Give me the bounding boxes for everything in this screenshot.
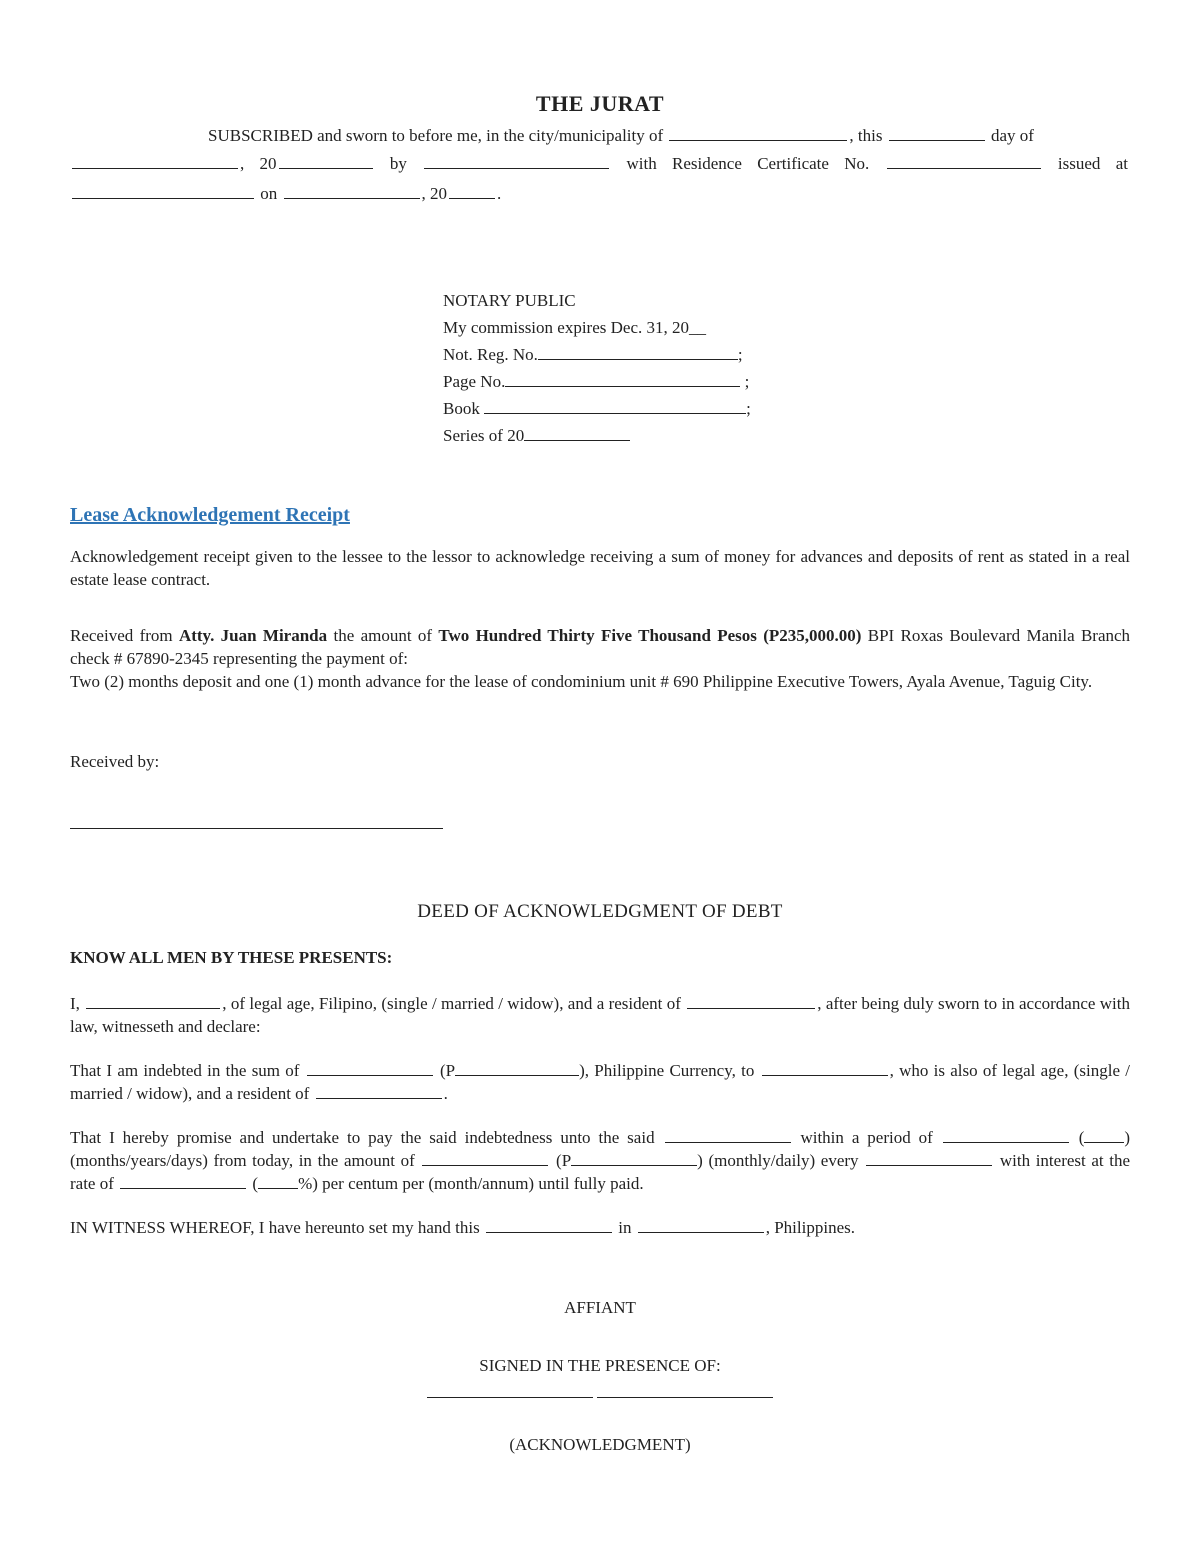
notary-book	[443, 395, 773, 422]
lease-purpose: Two (2) months deposit and one (1) month advance for the lease of condominium unit # 690 Philippine Executive Towers, Ayala Avenue, Taguig City.	[70, 672, 1093, 691]
jurat-line-3	[70, 182, 1128, 205]
deed-text: %) per centum per (month/annum) until fully paid.	[298, 1174, 644, 1193]
blank-line	[86, 992, 220, 1009]
deed-text: within a period of	[800, 1128, 933, 1147]
lease-text: Received from	[70, 626, 173, 645]
blank-line	[316, 1082, 442, 1099]
jurat-text: SUBSCRIBED and sworn to before me, in the city/municipality of	[208, 126, 664, 145]
semicolon: ;	[746, 399, 751, 418]
blank-line	[505, 370, 740, 387]
jurat-text: , this	[849, 126, 883, 145]
jurat-line-2	[70, 152, 1128, 175]
blank-line	[449, 182, 495, 199]
blank-line	[889, 124, 985, 141]
deed-text: , Philippines.	[765, 1218, 855, 1237]
blank-line	[455, 1059, 579, 1076]
blank-line	[484, 397, 746, 414]
lease-text: the amount of	[333, 626, 433, 645]
blank-line	[120, 1172, 246, 1189]
deed-text: , who is also of legal age, (single / married / widow), and a resident of	[70, 1061, 1130, 1103]
deed-paragraph-4	[70, 1216, 1130, 1239]
blank-line	[665, 1126, 791, 1143]
lease-payer: Atty. Juan Miranda	[178, 626, 328, 645]
lease-heading: Lease Acknowledgement Receipt	[70, 504, 350, 526]
blank-line	[72, 182, 254, 199]
deed-know-all: KNOW ALL MEN BY THESE PRESENTS:	[70, 948, 393, 967]
blank-line	[486, 1216, 612, 1233]
notary-reg-no-label: Not. Reg. No.	[443, 345, 538, 364]
deed-title: DEED OF ACKNOWLEDGMENT OF DEBT	[417, 901, 783, 922]
notary-series-label: Series of 20	[443, 426, 525, 445]
blank-line	[307, 1059, 433, 1076]
jurat-text: issued at	[1057, 154, 1128, 173]
blank-line	[638, 1216, 764, 1233]
jurat-text: , 20	[421, 184, 447, 203]
blank-line	[866, 1149, 992, 1166]
notary-page-no-label: Page No.	[443, 372, 506, 391]
deed-text: I,	[70, 994, 80, 1013]
deed-text: (	[1078, 1128, 1085, 1147]
witness-signature-line	[597, 1397, 773, 1398]
deed-text: (P	[556, 1151, 572, 1170]
blank-line	[887, 152, 1041, 169]
blank-line	[669, 124, 847, 141]
blank-line	[258, 1172, 298, 1189]
blank-line	[422, 1149, 548, 1166]
jurat-text: by	[389, 154, 407, 173]
semicolon: ;	[737, 345, 743, 364]
deed-text: That I hereby promise and undertake to pay the said indebtedness unto the said	[70, 1128, 655, 1147]
deed-text: ) (monthly/daily) every	[697, 1151, 859, 1170]
lease-intro: Acknowledgement receipt given to the lessee to the lessor to acknowledge receiving a sum of money for advances and deposits of rent as stated in a real estate lease contract.	[70, 547, 1130, 589]
deed-text: , of legal age, Filipino, (single / married / widow), and a resident of	[222, 994, 681, 1013]
blank-line	[1084, 1126, 1124, 1143]
deed-text: , after being duly sworn to in accordance with law, witnesseth and declare:	[70, 994, 1131, 1036]
deed-text: with interest at the rate of	[70, 1151, 1131, 1193]
jurat-text: .	[497, 184, 502, 203]
blank-line	[943, 1126, 1069, 1143]
lease-received-paragraph	[70, 624, 1130, 670]
notary-book-label: Book	[443, 399, 480, 418]
jurat-text: day of	[990, 126, 1034, 145]
deed-text: IN WITNESS WHEREOF, I have hereunto set my hand this	[70, 1218, 480, 1237]
jurat-text: on	[260, 184, 278, 203]
deed-text: in	[618, 1218, 632, 1237]
deed-acknowledgment: (ACKNOWLEDGMENT)	[509, 1435, 691, 1454]
lease-received-by: Received by:	[70, 752, 160, 771]
jurat-line-1	[208, 124, 1128, 147]
jurat-title-wrap	[0, 92, 1200, 115]
deed-text: .	[443, 1084, 448, 1103]
jurat-title: THE JURAT	[535, 91, 665, 116]
deed-affiant: AFFIANT	[564, 1298, 636, 1317]
deed-paragraph-3	[70, 1126, 1130, 1195]
lease-amount: Two Hundred Thirty Five Thousand Pesos (P235,000.00)	[438, 626, 862, 645]
notary-reg-no	[443, 341, 773, 368]
jurat-text: , 20	[240, 154, 277, 173]
blank-line	[284, 182, 420, 199]
blank-line	[571, 1149, 697, 1166]
signature-line	[70, 828, 443, 829]
lease-check-text: BPI Roxas Boulevard Manila Branch check # 67890-2345 representing the payment of:	[70, 626, 1131, 668]
deed-text: ) (months/years/days) from today, in the amount of	[70, 1128, 1131, 1170]
notary-page-no	[443, 368, 773, 395]
notary-series	[443, 422, 773, 449]
blank-line	[762, 1059, 888, 1076]
blank-line	[524, 424, 630, 441]
deed-text: That I am indebted in the sum of	[70, 1061, 300, 1080]
jurat-text: with Residence Certificate No.	[626, 154, 870, 173]
deed-signed-presence: SIGNED IN THE PRESENCE OF:	[479, 1356, 721, 1375]
notary-block	[443, 287, 773, 449]
witness-signature-line	[427, 1397, 593, 1398]
blank-line	[538, 343, 738, 360]
deed-paragraph-1	[70, 992, 1130, 1038]
blank-line	[72, 152, 238, 169]
blank-line	[424, 152, 609, 169]
deed-text: (P	[440, 1061, 456, 1080]
notary-title: NOTARY PUBLIC	[443, 291, 576, 310]
blank-line	[687, 992, 815, 1009]
semicolon: ;	[744, 372, 750, 391]
deed-text: ), Philippine Currency, to	[579, 1061, 755, 1080]
blank-line	[279, 152, 373, 169]
deed-text: (	[252, 1174, 259, 1193]
deed-paragraph-2	[70, 1059, 1130, 1105]
notary-commission: My commission expires Dec. 31, 20__	[443, 318, 706, 337]
